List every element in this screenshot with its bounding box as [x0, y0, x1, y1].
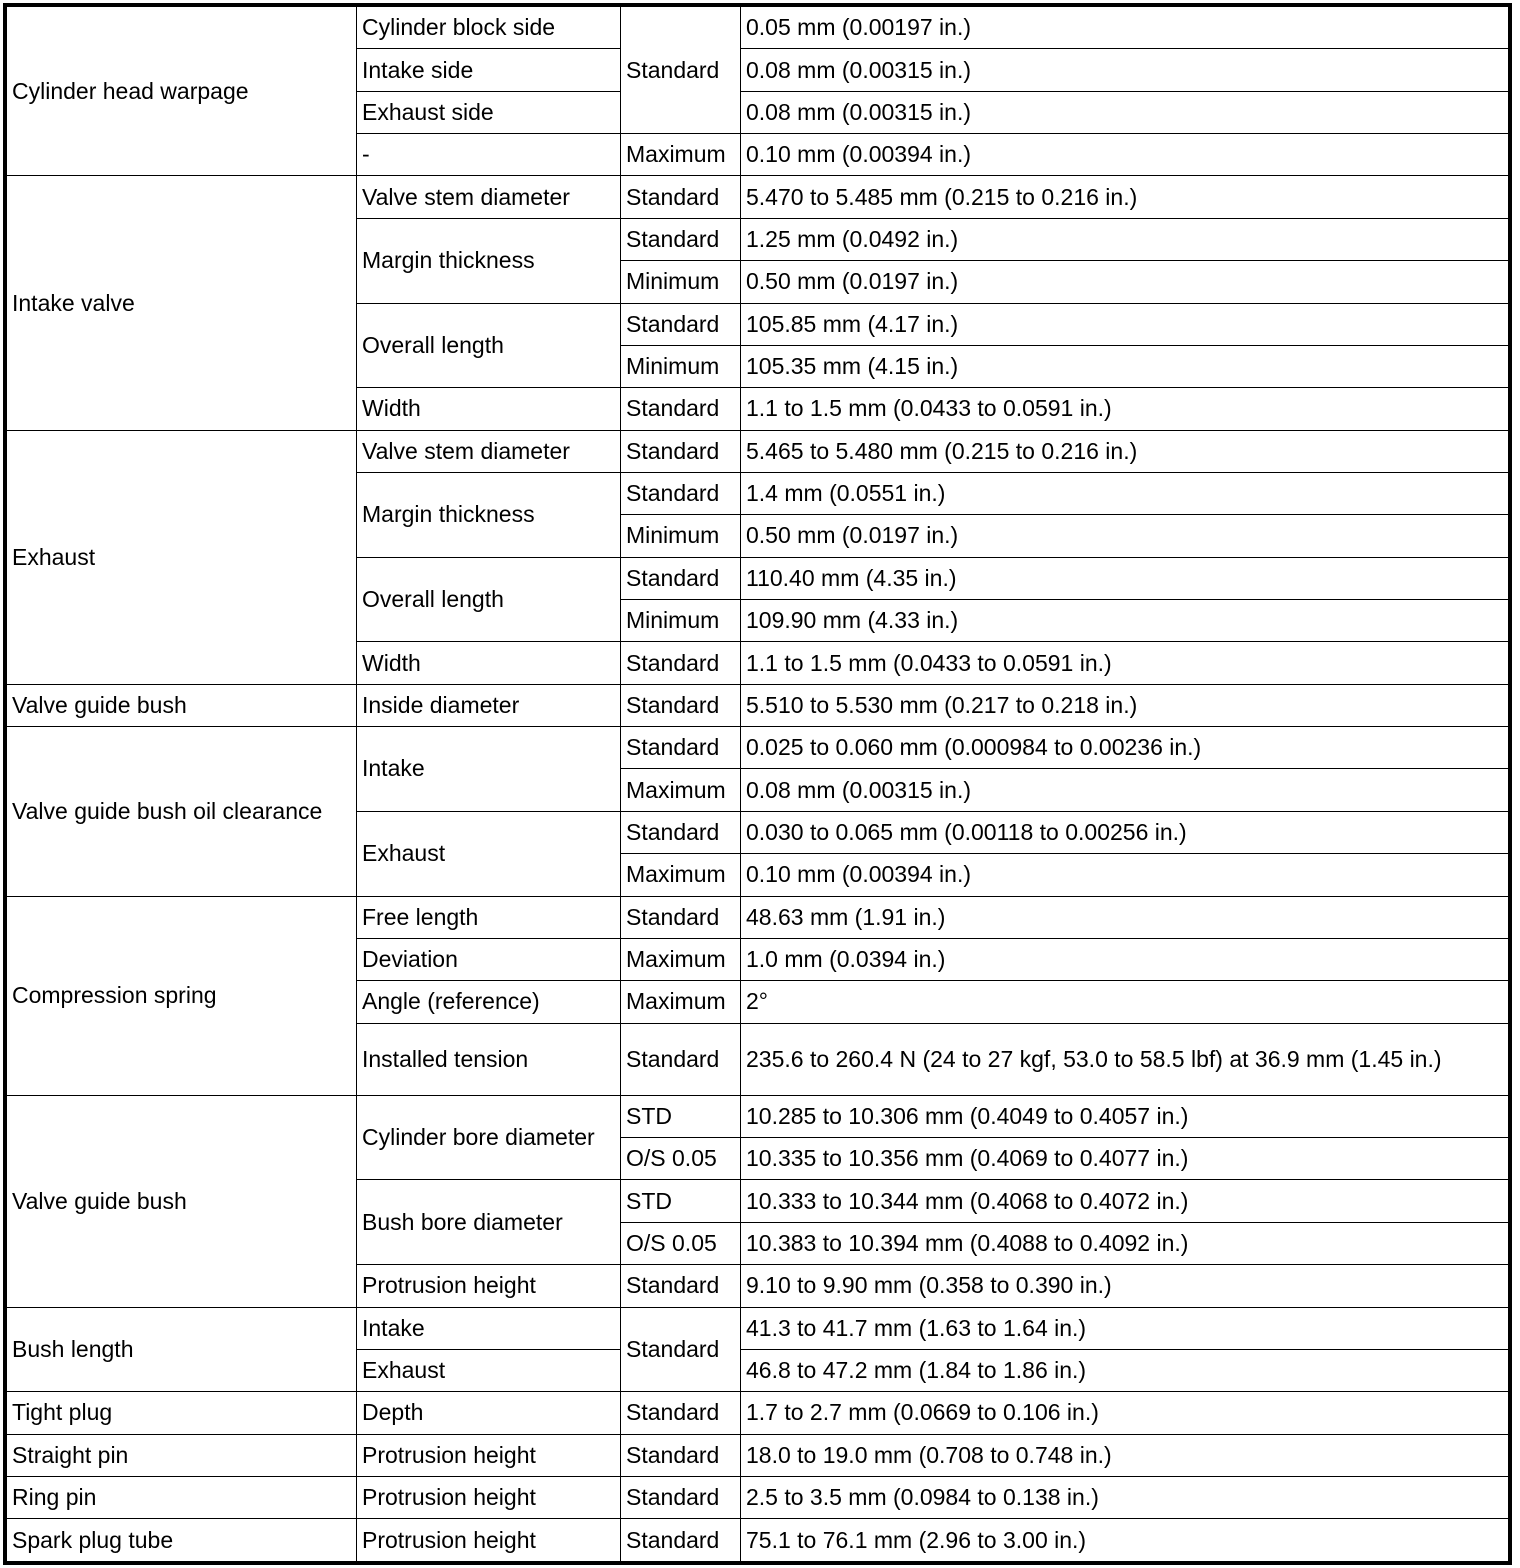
subitem-cell: Cylinder block side [357, 7, 621, 49]
condition-cell: Maximum [621, 938, 741, 980]
value-cell: 0.08 mm (0.00315 in.) [741, 49, 1509, 91]
condition-cell: Standard [621, 557, 741, 599]
condition-cell: Standard [621, 430, 741, 472]
value-cell: 0.030 to 0.065 mm (0.00118 to 0.00256 in.) [741, 811, 1509, 853]
subitem-cell: Bush bore diameter [357, 1180, 621, 1265]
subitem-cell: Intake [357, 727, 621, 812]
value-cell: 1.25 mm (0.0492 in.) [741, 218, 1509, 260]
item-cell: Ring pin [7, 1476, 357, 1518]
condition-cell: Standard [621, 1265, 741, 1307]
value-cell: 10.335 to 10.356 mm (0.4069 to 0.4077 in.) [741, 1138, 1509, 1180]
subitem-cell: Protrusion height [357, 1519, 621, 1562]
item-cell: Spark plug tube [7, 1519, 357, 1562]
condition-cell: Minimum [621, 345, 741, 387]
table-row [7, 1434, 1509, 1476]
value-cell: 9.10 to 9.90 mm (0.358 to 0.390 in.) [741, 1265, 1509, 1307]
value-cell: 1.1 to 1.5 mm (0.0433 to 0.0591 in.) [741, 642, 1509, 684]
value-cell: 0.10 mm (0.00394 in.) [741, 854, 1509, 896]
value-cell: 105.85 mm (4.17 in.) [741, 303, 1509, 345]
value-cell: 10.285 to 10.306 mm (0.4049 to 0.4057 in.) [741, 1095, 1509, 1137]
condition-cell: Standard [621, 642, 741, 684]
subitem-cell: Protrusion height [357, 1265, 621, 1307]
condition-cell: Standard [621, 1307, 741, 1392]
subitem-cell: Overall length [357, 557, 621, 642]
condition-cell: O/S 0.05 [621, 1138, 741, 1180]
item-cell: Straight pin [7, 1434, 357, 1476]
subitem-cell: Width [357, 388, 621, 430]
item-cell: Bush length [7, 1307, 357, 1392]
condition-cell: Standard [621, 727, 741, 769]
table-row [7, 684, 1509, 726]
condition-cell: Standard [621, 472, 741, 514]
subitem-cell: Angle (reference) [357, 981, 621, 1023]
condition-cell: Standard [621, 1519, 741, 1562]
table-row [7, 1392, 1509, 1434]
value-cell: 41.3 to 41.7 mm (1.63 to 1.64 in.) [741, 1307, 1509, 1349]
condition-cell: Standard [621, 1434, 741, 1476]
value-cell: 1.1 to 1.5 mm (0.0433 to 0.0591 in.) [741, 388, 1509, 430]
value-cell: 5.465 to 5.480 mm (0.215 to 0.216 in.) [741, 430, 1509, 472]
subitem-cell: Deviation [357, 938, 621, 980]
subitem-cell: Width [357, 642, 621, 684]
subitem-cell: Valve stem diameter [357, 430, 621, 472]
condition-cell: Standard [621, 7, 741, 134]
table-row [7, 727, 1509, 769]
condition-cell: Standard [621, 176, 741, 218]
value-cell: 10.333 to 10.344 mm (0.4068 to 0.4072 in.) [741, 1180, 1509, 1222]
table-row [7, 1095, 1509, 1137]
condition-cell: Standard [621, 218, 741, 260]
subitem-cell: Free length [357, 896, 621, 938]
subitem-cell: Intake side [357, 49, 621, 91]
subitem-cell: Installed tension [357, 1023, 621, 1095]
table-row [7, 430, 1509, 472]
table-row [7, 896, 1509, 938]
subitem-cell: Exhaust [357, 1349, 621, 1391]
condition-cell: Minimum [621, 515, 741, 557]
value-cell: 5.510 to 5.530 mm (0.217 to 0.218 in.) [741, 684, 1509, 726]
specification-table [6, 6, 1509, 1562]
value-cell: 110.40 mm (4.35 in.) [741, 557, 1509, 599]
value-cell: 109.90 mm (4.33 in.) [741, 600, 1509, 642]
condition-cell: Standard [621, 1476, 741, 1518]
value-cell: 0.025 to 0.060 mm (0.000984 to 0.00236 in.) [741, 727, 1509, 769]
value-cell: 75.1 to 76.1 mm (2.96 to 3.00 in.) [741, 1519, 1509, 1562]
condition-cell: Standard [621, 1023, 741, 1095]
value-cell: 2.5 to 3.5 mm (0.0984 to 0.138 in.) [741, 1476, 1509, 1518]
subitem-cell: Overall length [357, 303, 621, 388]
condition-cell: Minimum [621, 261, 741, 303]
value-cell: 0.08 mm (0.00315 in.) [741, 91, 1509, 133]
condition-cell: Standard [621, 1392, 741, 1434]
table-row [7, 176, 1509, 218]
value-cell: 48.63 mm (1.91 in.) [741, 896, 1509, 938]
value-cell: 105.35 mm (4.15 in.) [741, 345, 1509, 387]
item-cell: Valve guide bush oil clearance [7, 727, 357, 896]
value-cell: 2° [741, 981, 1509, 1023]
subitem-cell: Margin thickness [357, 218, 621, 303]
condition-cell: Standard [621, 303, 741, 345]
item-cell: Valve guide bush [7, 1095, 357, 1307]
value-cell: 1.7 to 2.7 mm (0.0669 to 0.106 in.) [741, 1392, 1509, 1434]
item-cell: Valve guide bush [7, 684, 357, 726]
condition-cell: Maximum [621, 854, 741, 896]
subitem-cell: Protrusion height [357, 1476, 621, 1518]
item-cell: Intake valve [7, 176, 357, 430]
table-row [7, 1307, 1509, 1349]
value-cell: 10.383 to 10.394 mm (0.4088 to 0.4092 in.) [741, 1222, 1509, 1264]
subitem-cell: Inside diameter [357, 684, 621, 726]
subitem-cell: - [357, 134, 621, 176]
subitem-cell: Protrusion height [357, 1434, 621, 1476]
table-row [7, 1519, 1509, 1562]
item-cell: Cylinder head warpage [7, 7, 357, 176]
value-cell: 0.08 mm (0.00315 in.) [741, 769, 1509, 811]
table-row [7, 1476, 1509, 1518]
subitem-cell: Intake [357, 1307, 621, 1349]
value-cell: 5.470 to 5.485 mm (0.215 to 0.216 in.) [741, 176, 1509, 218]
subitem-cell: Margin thickness [357, 472, 621, 557]
condition-cell: Standard [621, 896, 741, 938]
subitem-cell: Cylinder bore diameter [357, 1095, 621, 1180]
value-cell: 18.0 to 19.0 mm (0.708 to 0.748 in.) [741, 1434, 1509, 1476]
value-cell: 0.50 mm (0.0197 in.) [741, 515, 1509, 557]
value-cell: 0.50 mm (0.0197 in.) [741, 261, 1509, 303]
subitem-cell: Depth [357, 1392, 621, 1434]
condition-cell: Standard [621, 684, 741, 726]
value-cell: 0.10 mm (0.00394 in.) [741, 134, 1509, 176]
condition-cell: Standard [621, 811, 741, 853]
subitem-cell: Valve stem diameter [357, 176, 621, 218]
value-cell: 235.6 to 260.4 N (24 to 27 kgf, 53.0 to 58.5 lbf) at 36.9 mm (1.45 in.) [741, 1023, 1509, 1095]
table-row [7, 7, 1509, 49]
condition-cell: Maximum [621, 981, 741, 1023]
condition-cell: Maximum [621, 134, 741, 176]
value-cell: 1.4 mm (0.0551 in.) [741, 472, 1509, 514]
condition-cell: STD [621, 1180, 741, 1222]
condition-cell: Minimum [621, 600, 741, 642]
item-cell: Compression spring [7, 896, 357, 1095]
value-cell: 46.8 to 47.2 mm (1.84 to 1.86 in.) [741, 1349, 1509, 1391]
value-cell: 1.0 mm (0.0394 in.) [741, 938, 1509, 980]
value-cell: 0.05 mm (0.00197 in.) [741, 7, 1509, 49]
condition-cell: O/S 0.05 [621, 1222, 741, 1264]
condition-cell: STD [621, 1095, 741, 1137]
item-cell: Tight plug [7, 1392, 357, 1434]
subitem-cell: Exhaust [357, 811, 621, 896]
subitem-cell: Exhaust side [357, 91, 621, 133]
item-cell: Exhaust [7, 430, 357, 684]
condition-cell: Standard [621, 388, 741, 430]
condition-cell: Maximum [621, 769, 741, 811]
